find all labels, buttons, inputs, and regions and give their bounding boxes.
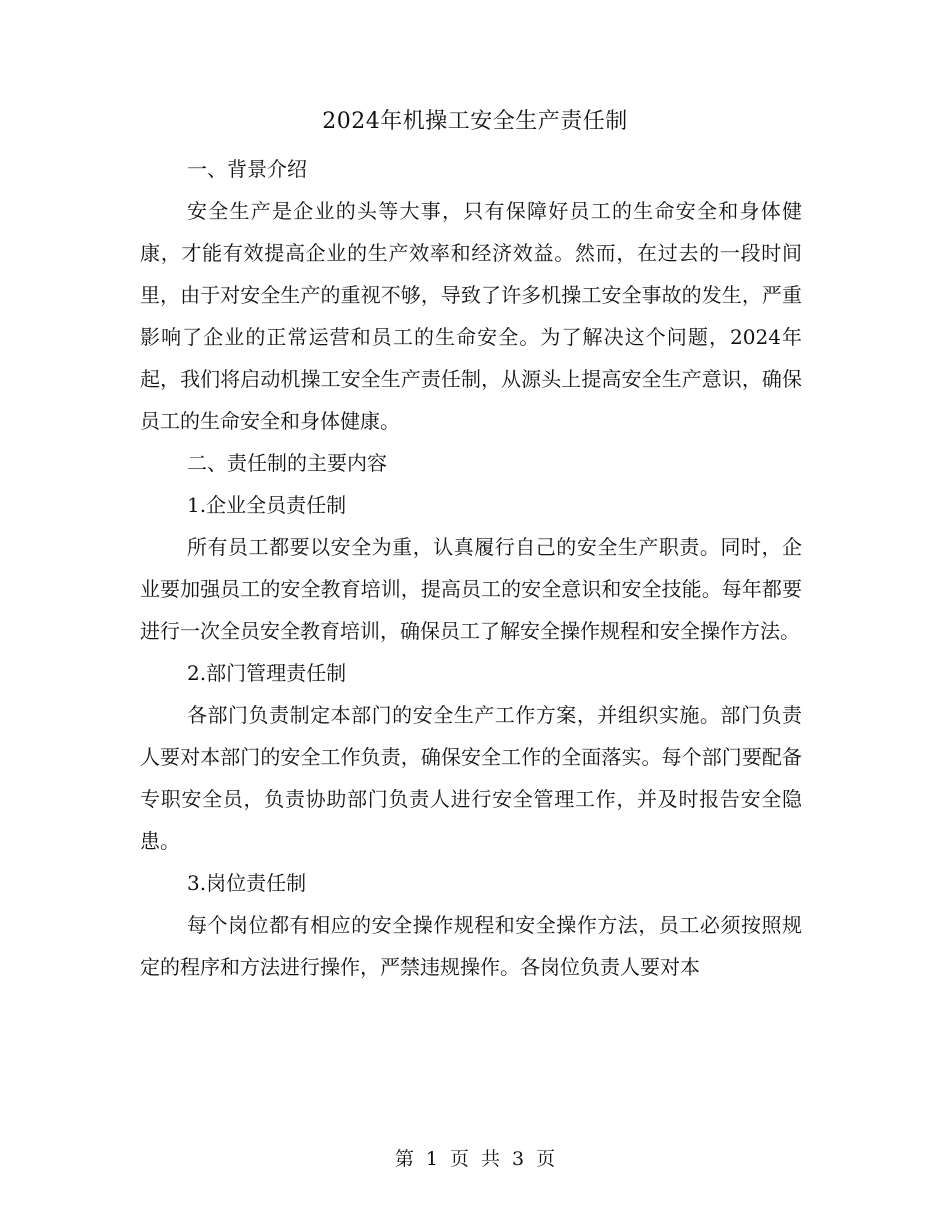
paragraph-background: 安全生产是企业的头等大事，只有保障好员工的生命安全和身体健康，才能有效提高企业的生产效率和经济效益。然而，在过去的一段时间里，由于对安全生产的重视不够，导致了许多机操工安全事故的发生，严重影响了企业的正常运营和员工的生命安全。为了解决这个问题，2024年起，我们将启动机操工安全生产责任制，从源头上提高安全生产意识，确保员工的生命安全和身体健康。 (140, 199, 802, 433)
subheading-department-responsibility: 2.部门管理责任制 (187, 661, 347, 685)
subheading-post-responsibility: 3.岗位责任制 (187, 871, 307, 895)
document-title: 2024年机操工安全生产责任制 (322, 109, 628, 134)
paragraph-department-responsibility: 各部门负责制定本部门的安全生产工作方案，并组织实施。部门负责人要对本部门的安全工作负责，确保安全工作的全面落实。每个部门要配备专职安全员，负责协助部门负责人进行安全管理工作，并及时报告安全隐患。 (140, 703, 802, 853)
section-heading-background: 一、背景介绍 (187, 157, 307, 181)
document-body (140, 148, 802, 988)
paragraph-enterprise-responsibility: 所有员工都要以安全为重，认真履行自己的安全生产职责。同时，企业要加强员工的安全教育培训，提高员工的安全意识和安全技能。每年都要进行一次全员安全教育培训，确保员工了解安全操作规程和安全操作方法。 (140, 535, 802, 643)
section-heading-main-content: 二、责任制的主要内容 (187, 451, 387, 475)
paragraph-post-responsibility: 每个岗位都有相应的安全操作规程和安全操作方法，员工必须按照规定的程序和方法进行操作，严禁违规操作。各岗位负责人要对本 (140, 913, 802, 979)
page-number-footer: 第 1 页 共 3 页 (394, 1148, 556, 1170)
subheading-enterprise-responsibility: 1.企业全员责任制 (187, 493, 347, 517)
